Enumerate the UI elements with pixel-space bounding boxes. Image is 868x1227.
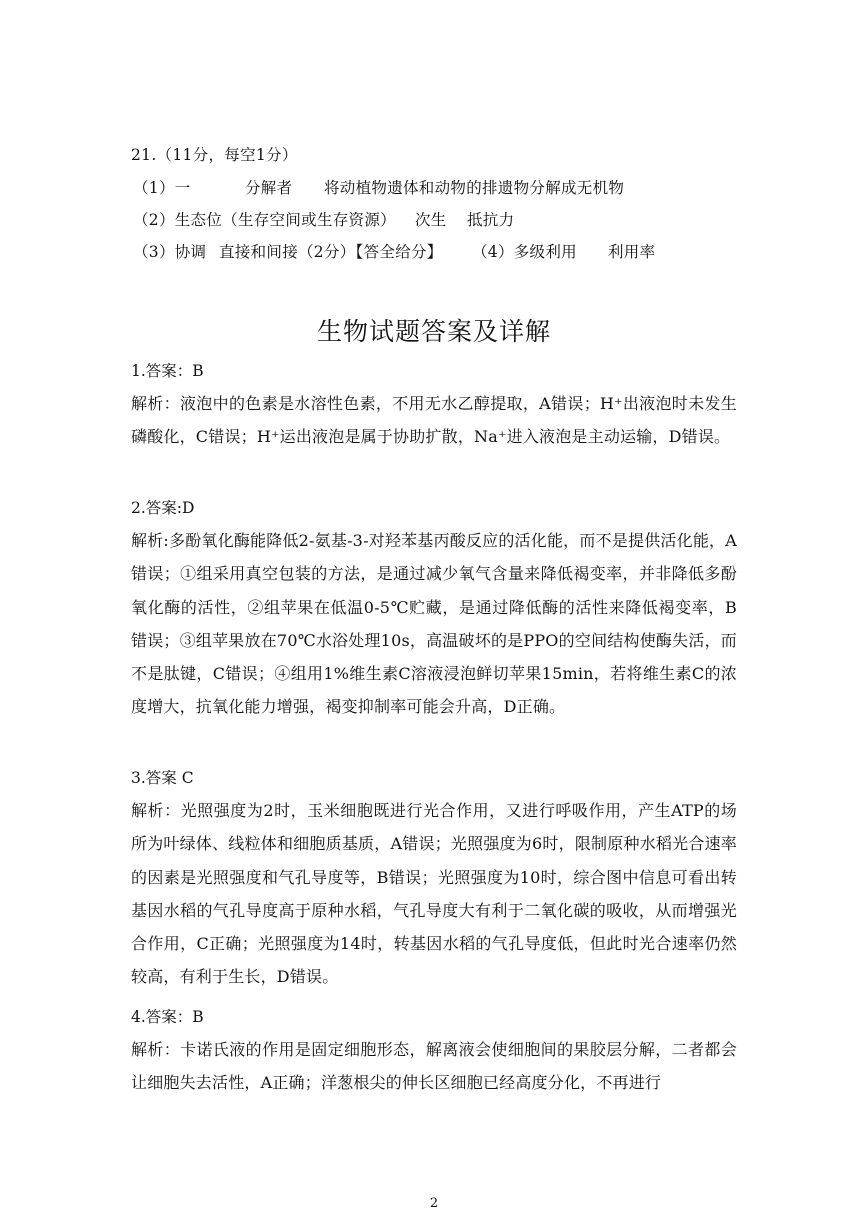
- q3-answer: 3.答案 C: [131, 769, 194, 787]
- q21-answer-2-1: （2）生态位（生存空间或生存资源）: [133, 211, 396, 229]
- q1-answer: 1.答案：B: [131, 362, 204, 380]
- q2-analysis: 解析:多酚氧化酶能降低2-氨基-3-对羟苯基丙酸反应的活化能，而不是提供活化能，A错误；①组采用真空包装的方法，是通过减少氧气含量来降低褐变率，并非降低多酚氧化酶的活性，②组苹果在低温0-5℃贮藏，是通过降低酶的活性来降低褐变率，B错误；③组苹果放在70℃水浴处理10s，高温破坏的是PPO的空间结构使酶失活，而不是肽键，C错误；④组用1%维生素C溶液浸泡鲜切苹果15min，若将维生素C的浓度增大，抗氧化能力增强，褐变抑制率可能会升高，D正确。: [131, 531, 737, 717]
- q3-analysis: 解析：光照强度为2时，玉米细胞既进行光合作用，又进行呼吸作用，产生ATP的场所为叶绿体、线粒体和细胞质基质，A错误；光照强度为6时，限制原种水稻光合速率的因素是光照强度和气孔导度等，B错误；光照强度为10时，综合图中信息可看出转基因水稻的气孔导度高于原种水稻，气孔导度大有利于二氧化碳的吸收，从而增强光合作用，C正确；光照强度为14时，转基因水稻的气孔导度低，但此时光合速率仍然较高，有利于生长，D错误。: [131, 801, 737, 987]
- q21-answer-2-2: 次生: [415, 211, 447, 229]
- q21-answer-1-1: （1）一: [133, 179, 191, 197]
- q2-answer: 2.答案:D: [131, 499, 195, 517]
- q21-answer-1-2: 分解者: [245, 179, 293, 197]
- q4-analysis: 解析：卡诺氏液的作用是固定细胞形态，解离液会使细胞间的果胶层分解，二者都会让细胞失去活性，A正确；洋葱根尖的伸长区细胞已经高度分化，不再进行: [131, 1040, 737, 1093]
- q21-answer-3-1: （3）协调: [133, 243, 207, 261]
- q21-answer-3-3: （4）多级利用: [472, 243, 577, 261]
- q21-answer-1-3: 将动植物遗体和动物的排遗物分解成无机物: [324, 179, 625, 197]
- q21-answer-3-4: 利用率: [608, 243, 656, 261]
- page-number: 2: [429, 1196, 439, 1211]
- q21-answer-3-2: 直接和间接（2分）【答全给分】: [219, 243, 443, 261]
- page-title: 生物试题答案及详解: [316, 317, 551, 346]
- q1-analysis: 解析：液泡中的色素是水溶性色素，不用无水乙醇提取，A错误；H⁺出液泡时未发生磷酸化，C错误；H⁺运出液泡是属于协助扩散，Na⁺进入液泡是主动运输，D错误。: [131, 394, 737, 447]
- q4-answer: 4.答案：B: [131, 1008, 204, 1026]
- q21-answer-2-3: 抵抗力: [467, 211, 515, 229]
- q21-header: 21.（11分，每空1分）: [131, 146, 298, 164]
